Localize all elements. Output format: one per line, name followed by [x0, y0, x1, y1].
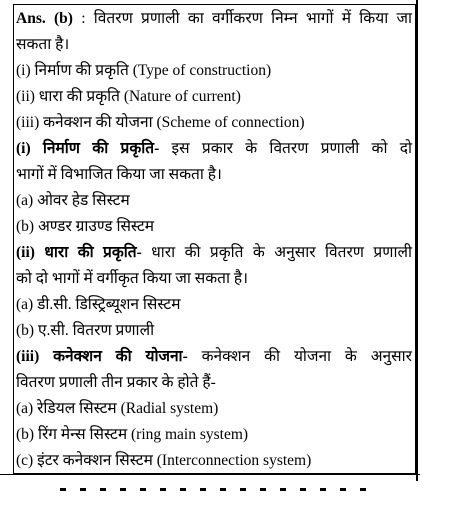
answer-intro-text: : वितरण प्रणाली का वर्गीकरण निम्न भागों में किया जा [72, 10, 412, 27]
section-current-line-2: को दो भागों में वर्गीकृत किया जा सकता है। [16, 270, 248, 287]
section-connection-text: कनेक्शन की योजना के अनुसार [187, 348, 412, 365]
list-item-connection: (iii) कनेक्शन की योजना (Scheme of connection) [16, 114, 305, 131]
section-connection-heading: (iii) कनेक्शन की योजना- [16, 348, 188, 365]
connection-option-b: (b) रिंग मेन्स सिस्टम (ring main system) [16, 426, 249, 443]
section-current-line-1 [16, 240, 412, 266]
answer-line-1 [16, 6, 412, 32]
connection-option-a: (a) रेडियल सिस्टम (Radial system) [16, 400, 219, 417]
page-right-rule [416, 0, 418, 481]
current-option-b: (b) ए.सी. वितरण प्रणाली [16, 322, 155, 339]
cut-off-next-line [60, 478, 380, 492]
construction-option-b: (b) अण्डर ग्राउण्ड सिस्टम [16, 218, 155, 235]
list-item-construction: (i) निर्माण की प्रकृति (Type of construction) [16, 62, 272, 79]
page-bottom-rule [0, 474, 420, 475]
section-construction-line-2: भागों में विभाजित किया जा सकता है। [16, 166, 222, 183]
section-construction-text: इस प्रकार के वितरण प्रणाली को दो [159, 140, 413, 157]
list-item-current: (ii) धारा की प्रकृति (Nature of current) [16, 88, 241, 105]
section-current-text: धारा की प्रकृति के अनुसार वितरण प्रणाली [141, 244, 412, 261]
construction-option-a: (a) ओवर हेड सिस्टम [16, 192, 130, 209]
connection-option-c: (c) इंटर कनेक्शन सिस्टम (Interconnection system) [16, 452, 312, 469]
section-construction-heading: (i) निर्माण की प्रकृति- [16, 140, 160, 157]
section-connection-line-2: वितरण प्रणाली तीन प्रकार के होते हैं- [16, 374, 216, 391]
section-construction-line-1 [16, 136, 412, 162]
answer-line-2: सकता है। [16, 36, 70, 53]
section-current-heading: (ii) धारा की प्रकृति- [16, 244, 142, 261]
answer-label: Ans. (b) [16, 10, 73, 27]
section-connection-line-1 [16, 344, 412, 370]
current-option-a: (a) डी.सी. डिस्ट्रिब्यूशन सिस्टम [16, 296, 181, 313]
